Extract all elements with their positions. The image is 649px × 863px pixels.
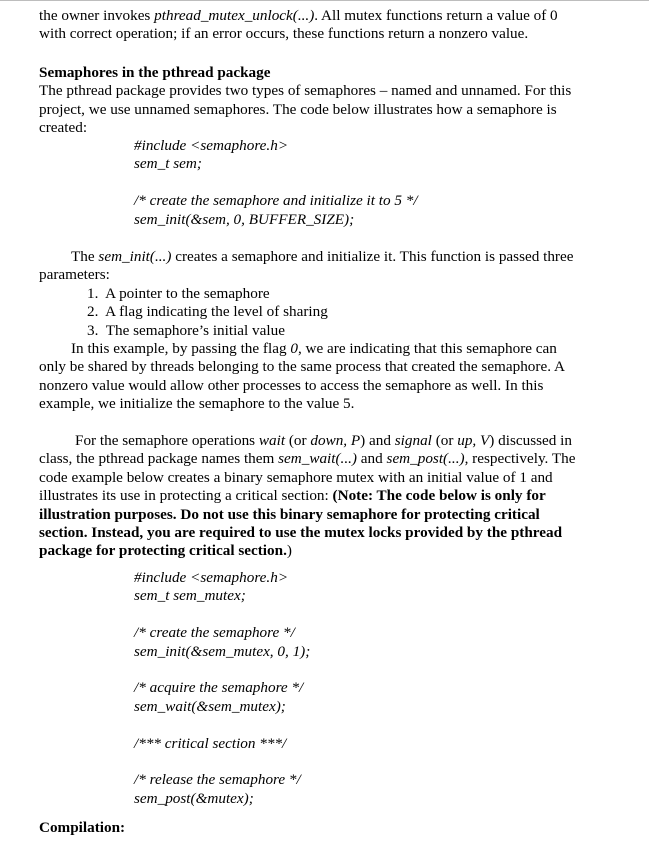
paragraph-line: parameters: [39, 266, 110, 284]
code-block-create-semaphore [134, 137, 418, 229]
code-line: sem_wait(&sem_mutex); [134, 697, 286, 715]
code-line [134, 174, 418, 192]
code-line: /* acquire the semaphore */ [134, 679, 304, 697]
note-bold: (Note: The code below is only for [332, 487, 546, 505]
paragraph-line: nonzero value would allow other processes to access the semaphore as well. In this [39, 376, 544, 394]
code-line: sem_t sem; [134, 155, 202, 173]
code-line: sem_init(&sem_mutex, 0, 1); [134, 642, 311, 660]
code-line: /* create the semaphore */ [134, 624, 295, 642]
note-bold: section. Instead, you are required to use the mutex locks provided by the pthread [39, 524, 563, 542]
paragraph-text: In this example, by passing the flag [71, 340, 291, 357]
note-bold: illustration purposes. Do not use this binary semaphore for protecting critical [39, 505, 540, 523]
intro-paragraph [39, 7, 629, 44]
code-line: sem_post(&mutex); [134, 789, 254, 807]
parameter-list [87, 285, 328, 340]
params-paragraph [39, 248, 629, 285]
code-line: sem_init(&sem, 0, BUFFER_SIZE); [134, 210, 355, 228]
example-paragraph [39, 340, 629, 414]
paragraph-line: created: [39, 119, 88, 137]
code-line [134, 716, 310, 734]
paragraph-line: only be shared by threads belonging to the same process that created the semaphore. A [39, 358, 565, 376]
list-item: 3. The semaphore’s initial value [87, 321, 285, 339]
paragraph-line: project, we use unnamed semaphores. The code below illustrates how a semaphore is [39, 100, 557, 118]
code-line [134, 661, 310, 679]
code-block-binary-semaphore [134, 569, 310, 808]
section-heading: Semaphores in the pthread package [39, 64, 271, 81]
code-line: /* release the semaphore */ [134, 771, 301, 789]
operations-paragraph: For the semaphore operations wait (or down, P) and signal (or up, V) discussed in class, the pthread package names them sem_wait(...) and sem_post(...), respectively. The code example below creates a binary semaphore mutex with an initial value of 1 and illustrates its use in protecting a critical section: (Note: The code below is only for illustration purposes. Do not use this binary semaphore for protecting critical section. Instead, you are required to use the mutex locks provided by the pthread package for protecting critical section.) [39, 432, 629, 561]
top-divider [0, 0, 649, 1]
list-item: 2. A flag indicating the level of sharing [87, 303, 328, 321]
code-line: sem_t sem_mutex; [134, 587, 246, 605]
compilation-heading: Compilation: [39, 819, 126, 836]
paragraph-line: The pthread package provides two types of semaphores – named and unnamed. For this [39, 82, 572, 100]
paragraph-text: creates a semaphore and initialize it. This function is passed three [171, 248, 574, 265]
code-line [134, 753, 310, 771]
function-name: sem_init(...) [98, 248, 172, 265]
code-line: /*** critical section ***/ [134, 734, 287, 752]
function-name: pthread_mutex_unlock(...) [154, 7, 315, 24]
paragraph-line: example, we initialize the semaphore to the value 5. [39, 395, 355, 413]
code-line: #include <semaphore.h> [134, 137, 289, 154]
note-bold: package for protecting critical section. [39, 542, 287, 560]
code-line: #include <semaphore.h> [134, 569, 289, 586]
paragraph-text: , we are indicating that this semaphore can [297, 340, 557, 357]
paragraph-line: code example below creates a binary semaphore mutex with an initial value of 1 and [39, 468, 553, 486]
intro-text: the owner invokes [39, 7, 155, 24]
flag-value: 0 [290, 340, 298, 357]
paragraph-text: The [71, 248, 99, 265]
code-line [134, 606, 310, 624]
intro-text: . All mutex functions return a value of 0 [314, 7, 558, 24]
list-item: 1. A pointer to the semaphore [87, 285, 270, 302]
code-line: /* create the semaphore and initialize it to 5 */ [134, 192, 418, 210]
semaphores-section [39, 64, 629, 138]
intro-text: with correct operation; if an error occurs, these functions return a nonzero value. [39, 25, 529, 43]
